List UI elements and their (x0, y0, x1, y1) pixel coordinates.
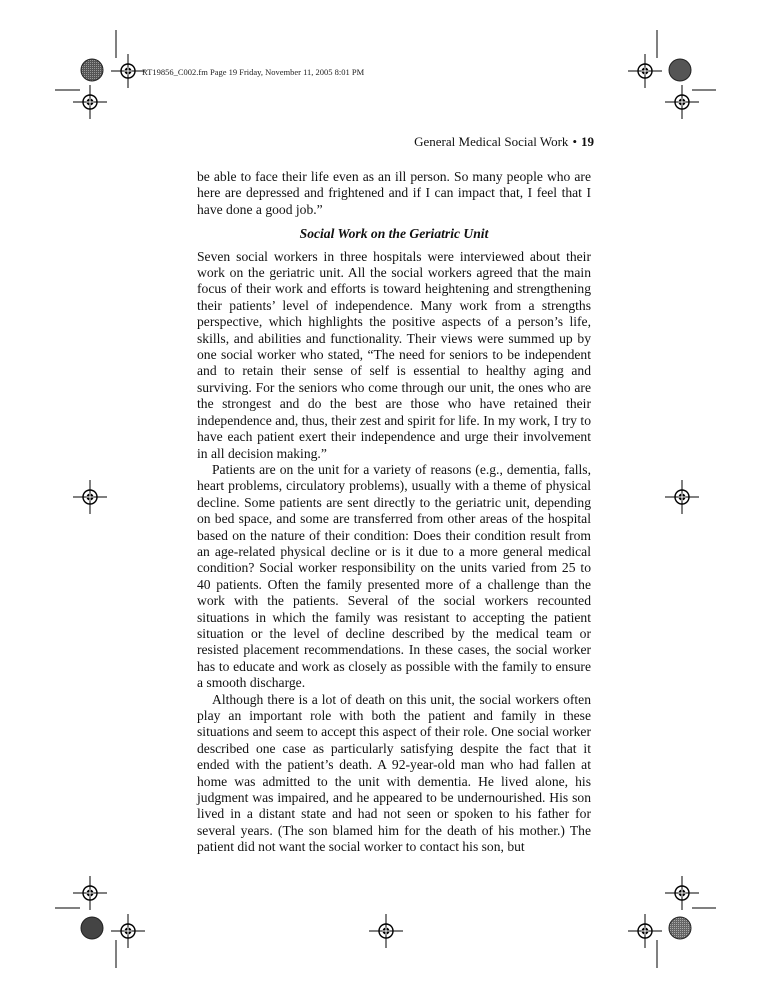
registration-mark-lower-left (73, 876, 107, 910)
running-head-bullet: • (572, 134, 577, 149)
registration-mark-upper-left (73, 85, 107, 119)
halftone-dot-bottom-left (80, 916, 104, 940)
halftone-dot-bottom-right (668, 916, 692, 940)
registration-mark-bottom-left (111, 914, 145, 948)
intro-paragraph: be able to face their life even as an ill person. So many people who are here are depressed and frightened and if I can impact that, I feel that I have done a good job.” (197, 169, 591, 217)
halftone-dot-top-right (668, 58, 692, 82)
body-paragraph: Patients are on the unit for a variety of reasons (e.g., dementia, falls, heart problems, circulatory problems), usually with a theme of physical decline. Some patients are sent directly to the geriatric unit, depending on bed space, and some are transferred from other areas of the hospital based on the nature of their condition: Does their condition result from an age-related physical decline or is it due to a more general medical condition? Social worker responsibility on the units varied from 25 to 40 patients. Often the family presented more of a challenge than the work with the patients. Several of the social workers recounted situations in which the family was resistant to accepting the patient situation or the level of decline described by the medical team or resisted placement recommendations. In these cases, the social worker has to educate and work as closely as possible with the family to ensure a smooth discharge. (197, 461, 591, 691)
running-head-title: General Medical Social Work (414, 134, 569, 149)
body-paragraph: Although there is a lot of death on this unit, the social workers often play an important role with both the patient and family in these situations and seem to accept this aspect of their role. One social worker described one case as particularly satisfying despite the fact that it ended with the patient’s death. A 92-year-old man who had fallen at home was admitted to the unit with dementia. He lived alone, his judgment was impaired, and he appeared to be undernourished. His son lived in a distant state and had not seen or spoken to his father for several years. (The son blamed him for the death of his mother.) The patient did not want the social worker to contact his son, but (197, 691, 591, 855)
halftone-dot-top-left (80, 58, 104, 82)
registration-mark-mid-right (665, 480, 699, 514)
section-heading: Social Work on the Geriatric Unit (299, 226, 489, 242)
registration-mark-lower-right (665, 876, 699, 910)
registration-mark-upper-right (665, 85, 699, 119)
body-paragraph: Seven social workers in three hospitals were interviewed about their work on the geriatric unit. All the social workers agreed that the main focus of their work and efforts is toward heightening and strengthening their patients’ level of independence. Many work from a strengths perspective, which highlights the positive aspects of a person’s life, skills, and abilities and functionality. Their views were summed up by one social worker who stated, “The need for seniors to be independent and to retain their sense of self is essential to healthy aging and surviving. For the seniors who come through our unit, the ones who are the strongest and do the best are those who have retained their independence and, thus, their zest and spirit for life. In my work, I try to have each patient exert their independence and urge their involvement in all decision making.” (197, 248, 591, 461)
registration-mark-mid-left (73, 480, 107, 514)
registration-mark-top-right (628, 54, 662, 88)
page-number: 19 (581, 134, 594, 149)
registration-mark-top-left (111, 54, 145, 88)
registration-mark-bottom-center (369, 914, 403, 948)
printer-slug-line: RT19856_C002.fm Page 19 Friday, November 11, 2005 8:01 PM (142, 67, 365, 77)
registration-mark-bottom-right (628, 914, 662, 948)
